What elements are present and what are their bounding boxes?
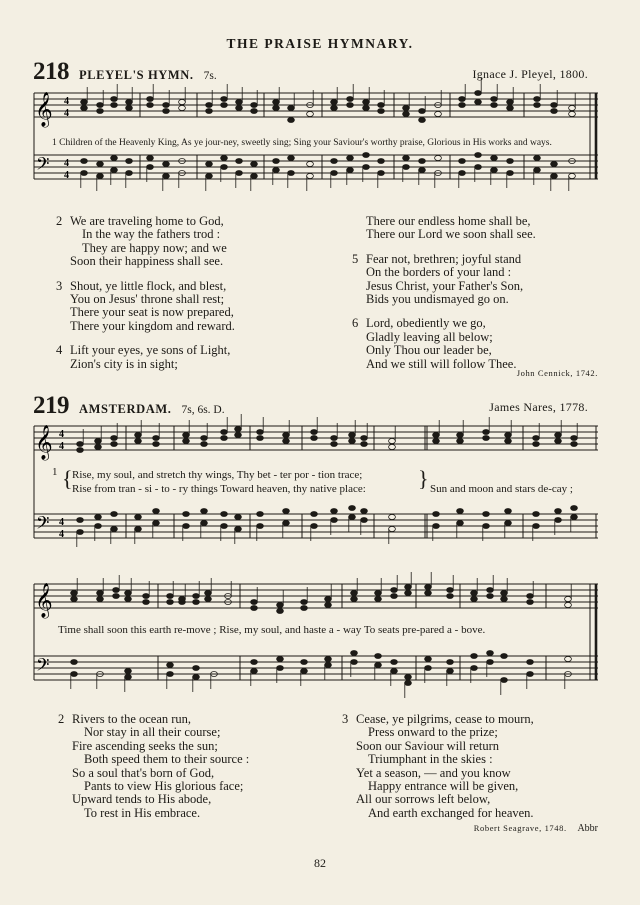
treble-clef-icon: 𝄞: [35, 426, 53, 459]
hymn-218-header: [33, 58, 217, 86]
hymn-number: 219: [33, 392, 69, 419]
svg-text:4: 4: [59, 429, 64, 440]
hymn-219-header: [33, 392, 225, 420]
hymn-218-verses-right: [352, 214, 536, 371]
svg-text:4: 4: [59, 441, 64, 452]
bass-notes: [81, 153, 576, 192]
verse-5: 5 Fear not, brethren; joyful stand On the borders of your land : Jesus Christ, your Father's Son, Bids you undismayed go on.: [352, 251, 524, 307]
underlay-2: Time shall soon this earth re-move ; Rise, my soul, and haste a - way To seats pre-pared a - bove.: [58, 624, 486, 636]
barlines: [34, 426, 596, 538]
composer: Ignace J. Pleyel, 1800.: [472, 67, 588, 81]
underlay-1c: Sun and moon and stars de-cay ;: [430, 483, 573, 495]
hymn-number: 218: [33, 58, 69, 85]
tune-name: PLEYEL'S HYMN.: [79, 68, 194, 82]
hymn-219-verse-2: 2 Rivers to the ocean run, Nor stay in all their course; Fire ascending seeks the sun; Both speed them to their source : So a soul that's born of God, Pants to view His glorious face; Upward tends to His abode, To rest in His embrace.: [58, 712, 250, 820]
hymn-219-verse-3: 3 Cease, ye pilgrims, cease to mourn, Press onward to the prize; Soon our Saviour will return Triumphant in the skies : Yet a season, — and you know Happy entrance will be given, All our sorrows left below, And earth exchanged for heaven.: [342, 712, 534, 820]
svg-text:4: 4: [64, 96, 69, 107]
bass-staff: [34, 656, 598, 680]
underlay-1a: Rise, my soul, and stretch thy wings, Thy bet - ter por - tion trace;: [72, 469, 363, 481]
page-number: 82: [314, 856, 326, 870]
treble-notes: [71, 572, 572, 614]
svg-text:4: 4: [64, 108, 69, 119]
abridged-note: Abbr: [577, 823, 598, 834]
verse-4-continued: There our endless home shall be, There our Lord we soon shall see.: [366, 214, 536, 242]
svg-text:4: 4: [59, 517, 64, 528]
bass-clef-icon: 𝄢: [36, 513, 50, 537]
hymn-218-author: John Cennick, 1742.: [516, 368, 598, 378]
hymn-219-music-system-1: [34, 418, 600, 546]
meter: 7s.: [203, 70, 217, 82]
underlay-1b: Rise from tran - si - to - ry things Toward heaven, thy native place:: [72, 483, 366, 495]
verse-4: 4 Lift your eyes, ye sons of Light, Zion's city is in sight;: [56, 343, 231, 371]
running-head: THE PRAISE HYMNARY.: [226, 36, 414, 51]
composer: James Nares, 1778.: [489, 400, 588, 414]
svg-text:4: 4: [64, 170, 69, 181]
treble-clef-icon: 𝄞: [35, 93, 53, 126]
treble-notes: [77, 414, 578, 453]
underlay-verse-1: 1 Children of the Heavenly King, As ye jour-ney, sweetly sing; Sing your Saviour's worthy praise, Glorious in His works and ways.: [52, 138, 552, 148]
bass-clef-icon: 𝄢: [36, 154, 50, 178]
svg-text:4: 4: [64, 158, 69, 169]
author-name: Robert Seagrave, 1748.: [473, 823, 567, 833]
brace-right: }: [418, 466, 429, 491]
bass-staff: [34, 155, 598, 179]
treble-clef-icon: 𝄞: [35, 584, 53, 617]
bass-clef-icon: 𝄢: [36, 655, 50, 679]
meter: 7s, 6s. D.: [181, 404, 225, 416]
verse-6: 6 Lord, obediently we go, Gladly leaving all below; Only Thou our leader be, And we still will follow Thee.: [352, 316, 517, 371]
hymn-218-verses-left: [56, 214, 235, 371]
brace-left: {: [62, 466, 73, 491]
hymn-219-stanza-number: 1: [52, 466, 58, 478]
hymn-219-author: [474, 823, 598, 834]
svg-text:4: 4: [59, 529, 64, 540]
verse-3: 3 Shout, ye little flock, and blest, You on Jesus' throne shall rest; There your seat is now prepared, There your kingdom and reward.: [56, 278, 235, 333]
tune-name: AMSTERDAM.: [79, 402, 172, 416]
verse-2: 2 We are traveling home to God, In the way the fathers trod : They are happy now; and we Soon their happiness shall see.: [56, 214, 227, 269]
